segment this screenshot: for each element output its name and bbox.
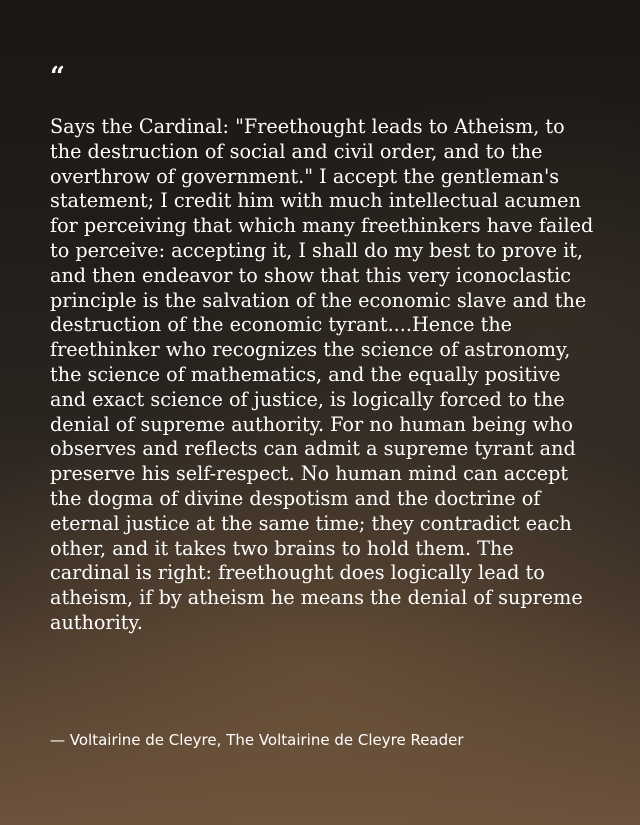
quote-mark-icon: “: [50, 62, 65, 92]
quote-text: Says the Cardinal: "Freethought leads to Atheism, to the destruction of social and civil order, and to the overthrow of government." I accept the gentleman's statement; I credit him with much intellectual acumen for perceiving that which many freethinkers have failed to perceive: accepting it, I shall do my best to prove it, and then endeavor to show that this very iconoclastic principle is the salvation of the economic slave and the destruction of the economic tyrant....Hence the freethinker who recognizes the science of astronomy, the science of mathematics, and the equally positive and exact science of justice, is logically forced to the denial of supreme authority. For no human being who observes and reflects can admit a supreme tyrant and preserve his self-respect. No human mind can accept the dogma of divine despotism and the doctrine of eternal justice at the same time; they contradict each other, and it takes two brains to hold them. The cardinal is right: freethought does logically lead to atheism, if by atheism he means the denial of supreme authority.: [50, 115, 594, 634]
quote-attribution: — Voltairine de Cleyre, The Voltairine de Cleyre Reader: [50, 731, 464, 749]
